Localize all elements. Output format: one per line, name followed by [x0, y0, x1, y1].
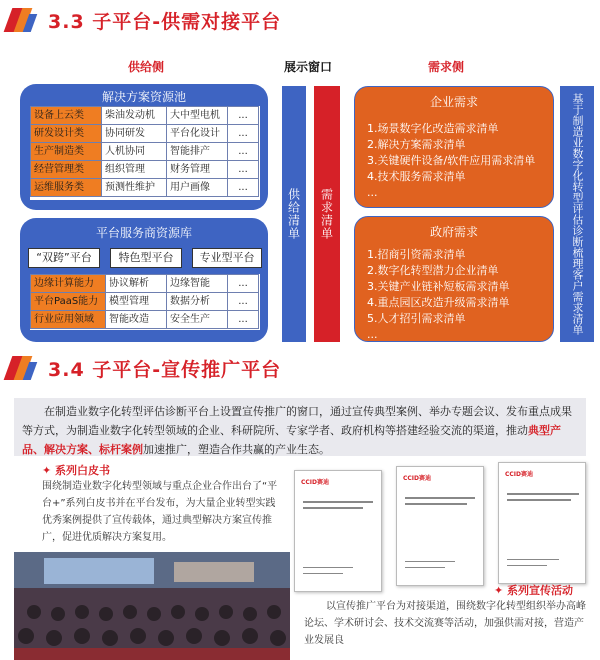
- platform-type-pill: “双跨”平台: [28, 248, 100, 268]
- table-cell: ...: [227, 160, 259, 179]
- table-row: [30, 292, 260, 310]
- section-header-3-3: [0, 2, 600, 38]
- table-cell: ...: [227, 292, 259, 311]
- table-row: [30, 310, 260, 328]
- doc-brand-logo: CCID赛迪: [301, 479, 330, 486]
- table-cell: 模型管理: [105, 292, 167, 311]
- table-cell: 设备上云类: [30, 106, 102, 125]
- platform-type-pill: 特色型平台: [110, 248, 182, 268]
- table-cell: 行业应用领域: [30, 310, 106, 329]
- demand-list-label: 需求清单: [319, 188, 334, 240]
- doc-brand-logo: CCID赛迪: [505, 471, 534, 478]
- list-item: 4.技术服务需求清单: [367, 170, 466, 183]
- assessment-bar: [560, 86, 594, 342]
- table-cell: 运维服务类: [30, 178, 102, 197]
- table-cell: 财务管理: [166, 160, 228, 179]
- table-cell: 智能排产: [166, 142, 228, 161]
- table-cell: 人机协同: [101, 142, 167, 161]
- demand-side-label: 需求侧: [428, 60, 465, 74]
- table-row: [30, 274, 260, 292]
- table-cell: 经营管理类: [30, 160, 102, 179]
- table-cell: 大中型电机: [166, 106, 228, 125]
- intro-text-end: 加速推广，塑造合作共赢的产业生态。: [143, 443, 330, 456]
- table-cell: 协同研发: [101, 124, 167, 143]
- table-cell: 预测性维护: [101, 178, 167, 197]
- solutions-pool-title: 解决方案资源池: [101, 90, 186, 104]
- table-cell: 柴油发动机: [101, 106, 167, 125]
- supply-list-bar: [282, 86, 306, 342]
- whitepaper-cover: [294, 470, 382, 592]
- doc-brand-logo: CCID赛迪: [403, 475, 432, 482]
- table-cell: 组织管理: [101, 160, 167, 179]
- table-cell: 边缘智能: [166, 274, 228, 293]
- conference-photo-image: [14, 552, 290, 660]
- intro-highlight: 典型产品、解决方案、标杆案例: [22, 424, 561, 456]
- table-row: [30, 178, 260, 196]
- activity-heading: ✦ 系列宣传活动: [494, 582, 573, 598]
- section-header-3-4: [0, 350, 600, 386]
- provider-pool-table: [30, 274, 260, 330]
- whitepaper-cover: [396, 466, 484, 586]
- list-item: 3.关键硬件设备/软件应用需求清单: [367, 154, 536, 167]
- list-item: 2.数字化转型潜力企业清单: [367, 264, 499, 277]
- list-item: 2.解决方案需求清单: [367, 138, 466, 151]
- list-item: ...: [367, 328, 378, 341]
- solutions-pool-panel: [20, 84, 268, 210]
- gov-demand-panel: [354, 216, 554, 342]
- table-cell: 协议解析: [105, 274, 167, 293]
- list-item: 3.关键产业链补短板需求清单: [367, 280, 510, 293]
- table-cell: 安全生产: [166, 310, 228, 329]
- table-row: [30, 142, 260, 160]
- enterprise-demand-title: 企业需求: [429, 95, 478, 109]
- table-row: [30, 106, 260, 124]
- assessment-bar-label: 基于制造业数字化转型评估诊断梳理客户需求清单: [571, 93, 584, 335]
- gov-demand-title: 政府需求: [429, 225, 478, 239]
- section-logo-icon: [6, 354, 36, 382]
- table-cell: ...: [227, 310, 259, 329]
- section-logo-icon: [6, 6, 36, 34]
- table-row: [30, 124, 260, 142]
- provider-pool-panel: [20, 218, 268, 342]
- list-item: 4.重点园区改造升级需求清单: [367, 296, 510, 309]
- list-item: ...: [367, 186, 378, 199]
- table-cell: ...: [227, 142, 259, 161]
- section-title: 3.4 子平台-宣传推广平台: [48, 359, 282, 381]
- whitepaper-text: 围绕制造业数字化转型领域与重点企业合作出台了“平台+”系列白皮书并在平台发布，为大量企业转型实践优秀案例提供了宣传载体，通过典型解决方案宣传推广，促进优质解决方案复用。: [42, 481, 278, 543]
- solutions-pool-table: [30, 106, 260, 200]
- table-cell: ...: [227, 106, 259, 125]
- table-cell: 智能改造: [105, 310, 167, 329]
- table-cell: 平台化设计: [166, 124, 228, 143]
- whitepaper-cover: [498, 462, 586, 584]
- activity-text: 以宣传推广平台为对接渠道，围绕数字化转型组织举办高峰论坛、学术研讨会、技术交流赛等活动，加强供需对接，营造产业发展良: [304, 601, 586, 646]
- table-cell: 数据分析: [166, 292, 228, 311]
- list-item: 5.人才招引需求清单: [367, 312, 466, 325]
- list-item: 1.招商引资需求清单: [367, 248, 466, 261]
- supply-list-label: 供给清单: [286, 188, 301, 240]
- table-cell: ...: [227, 124, 259, 143]
- conference-photo: [14, 552, 290, 660]
- supply-side-label: 供给侧: [128, 60, 165, 74]
- demand-list-bar: [314, 86, 340, 342]
- enterprise-demand-panel: [354, 86, 554, 208]
- gov-demand-list: [367, 247, 510, 343]
- provider-pool-title: 平台服务商资源库: [95, 226, 192, 240]
- page-title: 3.3 子平台-供需对接平台: [48, 11, 282, 33]
- intro-text: 在制造业数字化转型评估诊断平台上设置宣传推广的窗口，通过宣传典型案例、举办专题会议、发布重点成果等方式，为制造业数字化转型领域的企业、科研院所、专家学者、政府机构等搭建经验交流的渠道，推动: [22, 405, 572, 437]
- display-window-label: 展示窗口: [284, 60, 333, 74]
- table-cell: ...: [227, 274, 259, 293]
- platform-type-pill: 专业型平台: [192, 248, 262, 268]
- table-cell: 边缘计算能力: [30, 274, 106, 293]
- table-cell: 平台PaaS能力: [30, 292, 106, 311]
- table-cell: 研发设计类: [30, 124, 102, 143]
- table-cell: 用户画像: [166, 178, 228, 197]
- table-cell: ...: [227, 178, 259, 197]
- table-cell: 生产制造类: [30, 142, 102, 161]
- table-row: [30, 160, 260, 178]
- enterprise-demand-list: [367, 121, 535, 201]
- whitepaper-heading: ✦ 系列白皮书: [42, 462, 110, 478]
- intro-paragraph: [14, 398, 586, 456]
- list-item: 1.场景数字化改造需求清单: [367, 122, 499, 135]
